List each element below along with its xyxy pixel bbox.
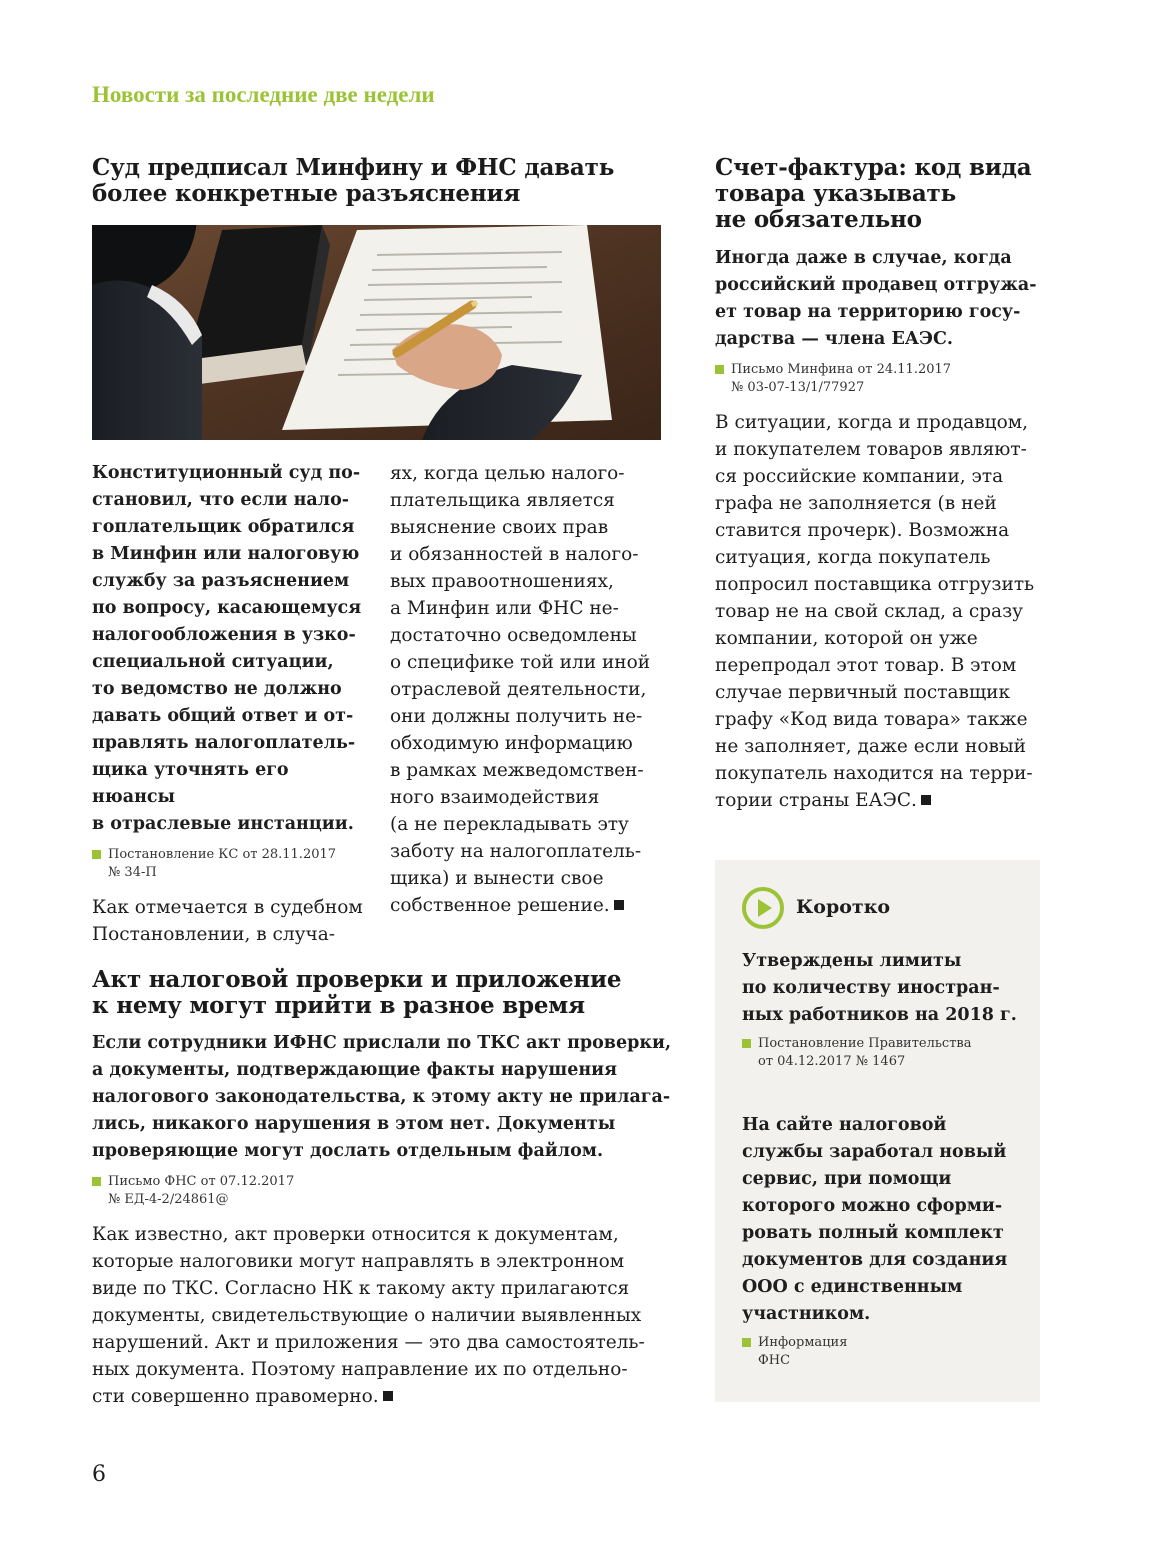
source-reference xyxy=(742,1334,1027,1370)
body-line: отраслевой деятельности, xyxy=(390,679,647,700)
article-lead xyxy=(92,1030,682,1410)
briefly-sidebar xyxy=(715,860,1040,1402)
body-line: ставится прочерк). Возможна xyxy=(715,520,1010,541)
body-line: ях, когда целью налого- xyxy=(390,463,625,484)
body-line: товар не на свой склад, а сразу xyxy=(715,601,1024,622)
brief-line: ровать полный комплект xyxy=(742,1223,1004,1243)
title-line: Акт налоговой проверки и приложение xyxy=(92,966,622,993)
sidebar-title: Коротко xyxy=(796,896,891,918)
body-line: не заполняет, даже если новый xyxy=(715,736,1026,757)
end-mark-icon xyxy=(614,900,624,910)
body-line: которые налоговики могут направлять в электронном xyxy=(92,1251,625,1272)
lead-line: Если сотрудники ИФНС прислали по ТКС акт проверки, xyxy=(92,1033,672,1053)
body-line: а Минфин или ФНС не- xyxy=(390,598,619,619)
title-line: не обязательно xyxy=(715,206,922,233)
lead-line: по вопросу, касающемуся xyxy=(92,598,362,618)
brief-line: которого можно сформи- xyxy=(742,1196,1003,1216)
lead-line: а документы, подтверждающие факты нарушения xyxy=(92,1060,618,1080)
brief-line: сервис, при помощи xyxy=(742,1169,952,1189)
lead-line: в отраслевые инстанции. xyxy=(92,814,354,834)
body-line: попросил поставщика отгрузить xyxy=(715,574,1035,595)
article-title xyxy=(92,967,682,1019)
source-marker-icon xyxy=(742,1039,751,1048)
brief-line: Утверждены лимиты xyxy=(742,951,962,971)
lead-line: Иногда даже в случае, когда xyxy=(715,248,1012,268)
lead-line: в Минфин или налоговую xyxy=(92,544,360,564)
source-reference xyxy=(92,846,377,882)
lead-line: давать общий ответ и от- xyxy=(92,706,354,726)
body-line: ного взаимодействия xyxy=(390,787,600,808)
source-line: Информация xyxy=(758,1335,848,1350)
brief-item xyxy=(742,948,1027,1071)
body-line: ся российские компании, эта xyxy=(715,466,1004,487)
lead-line: проверяющие могут дослать отдельным файлом. xyxy=(92,1141,604,1161)
body-line: графа не заполняется (в ней xyxy=(715,493,997,514)
source-marker-icon xyxy=(92,1177,101,1186)
body-line: щика) и вынести свое xyxy=(390,868,604,889)
source-marker-icon xyxy=(92,850,101,859)
article-photo xyxy=(92,225,661,440)
article-title xyxy=(715,155,1045,233)
title-line: к нему могут прийти в разное время xyxy=(92,992,585,1019)
body-line: и покупателем товаров являют- xyxy=(715,439,1027,460)
source-reference xyxy=(742,1035,1027,1071)
source-line: Письмо Минфина от 24.11.2017 xyxy=(731,362,952,377)
body-line: обходимую информацию xyxy=(390,733,633,754)
title-line: Счет-фактура: код вида xyxy=(715,154,1032,181)
source-line: Постановление Правительства xyxy=(758,1036,972,1051)
body-line: собственное решение. xyxy=(390,895,610,916)
article-body-column xyxy=(390,460,675,919)
source-reference xyxy=(92,1173,682,1209)
lead-line: то ведомство не должно xyxy=(92,679,342,699)
brief-line: по количеству иностран- xyxy=(742,978,1000,998)
body-line: (а не перекладывать эту xyxy=(390,814,629,835)
brief-line: ООО с единственным xyxy=(742,1277,963,1297)
body-line: случае первичный поставщик xyxy=(715,682,1011,703)
body-line: Как известно, акт проверки относится к документам, xyxy=(92,1224,619,1245)
source-reference xyxy=(715,361,1050,397)
body-line: документы, свидетельствующие о наличии выявленных xyxy=(92,1305,642,1326)
body-line: достаточно осведомлены xyxy=(390,625,637,646)
lead-line: дарства — члена ЕАЭС. xyxy=(715,329,953,349)
source-line: № 34-П xyxy=(108,865,157,880)
lead-line: службу за разъяснением xyxy=(92,571,350,591)
body-line: графу «Код вида товара» также xyxy=(715,709,1028,730)
source-line: Постановление КС от 28.11.2017 xyxy=(108,847,337,862)
brief-line: службы заработал новый xyxy=(742,1142,1007,1162)
title-line: более конкретные разъяснения xyxy=(92,180,521,207)
article-lead xyxy=(715,245,1050,814)
source-line: № ЕД-4-2/24861@ xyxy=(108,1192,229,1207)
body-line: заботу на налогоплатель- xyxy=(390,841,642,862)
source-marker-icon xyxy=(742,1338,751,1347)
play-icon xyxy=(741,886,785,934)
lead-line: налогообложения в узко- xyxy=(92,625,356,645)
lead-line: лись, никакого нарушения в этом нет. Документы xyxy=(92,1114,616,1134)
lead-line: ет товар на территорию госу- xyxy=(715,302,1021,322)
body-line: виде по ТКС. Согласно НК к такому акту прилагаются xyxy=(92,1278,630,1299)
lead-line: становил, что если нало- xyxy=(92,490,350,510)
body-line: тории страны ЕАЭС. xyxy=(715,790,917,811)
lead-line: правлять налогоплатель- xyxy=(92,733,356,753)
article-lead xyxy=(92,460,377,948)
source-line: № 03-07-13/1/77927 xyxy=(731,380,865,395)
brief-line: ных работников на 2018 г. xyxy=(742,1005,1017,1025)
body-line: ситуация, когда покупатель xyxy=(715,547,991,568)
lead-line: Конституционный суд по- xyxy=(92,463,361,483)
source-line: от 04.12.2017 № 1467 xyxy=(758,1054,906,1069)
body-line: В ситуации, когда и продавцом, xyxy=(715,412,1028,433)
body-line: вых правоотношениях, xyxy=(390,571,614,592)
body-line: ных документа. Поэтому направление их по отдельно- xyxy=(92,1359,628,1380)
photo-illustration xyxy=(92,225,661,440)
brief-line: документов для создания xyxy=(742,1250,1008,1270)
brief-line: участником. xyxy=(742,1304,871,1324)
body-line: покупатель находится на терри- xyxy=(715,763,1033,784)
body-line: нарушений. Акт и приложения — это два самостоятель- xyxy=(92,1332,645,1353)
body-line: компании, которой он уже xyxy=(715,628,978,649)
end-mark-icon xyxy=(921,795,931,805)
brief-line: На сайте налоговой xyxy=(742,1115,947,1135)
title-line: Суд предписал Минфину и ФНС давать xyxy=(92,154,615,181)
body-line: в рамках межведомствен- xyxy=(390,760,644,781)
brief-item xyxy=(742,1112,1027,1370)
lead-line: щика уточнять его нюансы xyxy=(92,760,289,807)
body-line: о специфике той или иной xyxy=(390,652,651,673)
end-mark-icon xyxy=(383,1391,393,1401)
lead-line: гоплательщик обратился xyxy=(92,517,355,537)
body-line: плательщика является xyxy=(390,490,615,511)
title-line: товара указывать xyxy=(715,180,956,207)
body-line: выяснение своих прав xyxy=(390,517,609,538)
source-line: Письмо ФНС от 07.12.2017 xyxy=(108,1174,295,1189)
lead-line: российский продавец отгружа- xyxy=(715,275,1037,295)
body-line: Как отмечается в судебном xyxy=(92,897,363,918)
lead-line: налогового законодательства, к этому акту не прилага- xyxy=(92,1087,671,1107)
body-line: и обязанностей в налого- xyxy=(390,544,639,565)
section-title: Новости за последние две недели xyxy=(92,82,435,107)
body-line: сти совершенно правомерно. xyxy=(92,1386,379,1407)
body-line: они должны получить не- xyxy=(390,706,643,727)
page-number: 6 xyxy=(92,1462,106,1487)
article-title xyxy=(92,155,672,207)
body-line: Постановлении, в случа- xyxy=(92,924,336,945)
source-marker-icon xyxy=(715,365,724,374)
lead-line: специальной ситуации, xyxy=(92,652,334,672)
source-line: ФНС xyxy=(758,1353,791,1368)
body-line: перепродал этот товар. В этом xyxy=(715,655,1017,676)
